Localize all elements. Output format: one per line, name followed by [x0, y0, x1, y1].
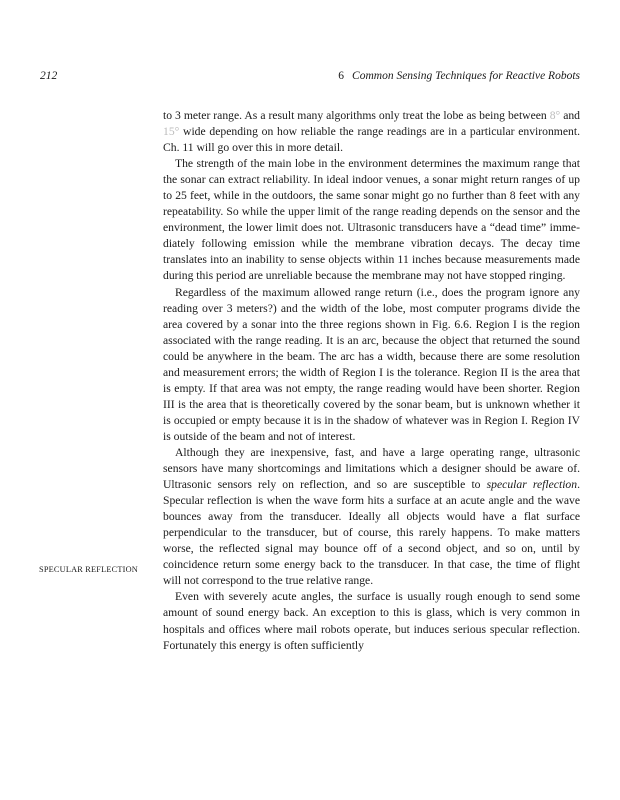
paragraph: to 3 meter range. As a result many algorithms only treat the lobe as being between 8° and 15° wide depending on how reliable the range readings are in a particular environment. Ch. 11 will go over this in more detail.: [163, 109, 581, 155]
angle-value: 8°: [549, 109, 561, 122]
term-specular-reflection: specular reflection: [486, 478, 578, 492]
paragraph: Even with severely acute angles, the surface is usually rough enough to send some amount of sound energy back. An exception to this is glass, which is very common in hospitals and offices where mail robots operate, but induces serious specular reflection. Fortunately this energy is often sufficiently: [163, 590, 580, 652]
paragraph: The strength of the main lobe in the environment determines the maximum range that the sonar can extract reliability. In ideal indoor venues, a sonar might return ranges of up to 25 feet, while in the outdoors, the same sonar might go no further than 8 feet with any repeatability. So while the upper limit of the range reading depends on the sensor and the environment, the lower limit does not. Ultrasonic transducers have a “dead time” immediately following emission while the membrane vibration decays. The decay time translates into an inability to sense objects within 11 inches because measurements made during this period are unreliable because the membrane may not have stopped ringing.: [163, 157, 580, 283]
angle-value: 15°: [163, 125, 180, 139]
paragraph: Although they are inexpensive, fast, and have a large operating range, ultrasonic sensors have many shortcomings and limitations which a designer should be aware of. Ultrasonic sensors rely on reflection, and so are susceptible to specular reflection. Specular reflection is when the wave form hits a surface at an acute angle and the wave bounces away from the transducer. Ideally all objects would have a flat surface perpendicular to the transducer, but of course, this rarely happens. To make matters worse, the reflected signal may bounce off of a second object, and so on, until by coincidence return some energy back to the transducer. In that case, the time of flight will not correspond to the true relative range.: [163, 445, 580, 588]
paragraph: Regardless of the maximum allowed range return (i.e., does the program ignore any reading over 3 meters?) and the width of the lobe, most computer programs divide the area covered by a sonar into the three regions shown in Fig. 6.6. Region I is the region associated with the range reading. It is an arc, because the object that returned the sound could be anywhere in the beam. The arc has a width, because there are some resolution and measurement errors; the width of Region I is the tolerance. Region II is the area that is empty. If that area was not empty, the range reading would have been shorter. Region III is the area that is theoretically covered by the sonar beam, but is unknown whether it is occupied or empty because it is in the shadow of whatever was in Region I. Region IV is outside of the beam and not of interest.: [163, 285, 580, 443]
page-number: 212: [40, 70, 58, 82]
running-header: [40, 70, 580, 86]
chapter-number: 6: [338, 70, 345, 82]
body-text: [163, 108, 580, 654]
running-title: [338, 70, 580, 82]
margin-note: SPECULAR REFLECTION: [39, 565, 138, 574]
chapter-title: Common Sensing Techniques for Reactive Robots: [352, 70, 580, 82]
